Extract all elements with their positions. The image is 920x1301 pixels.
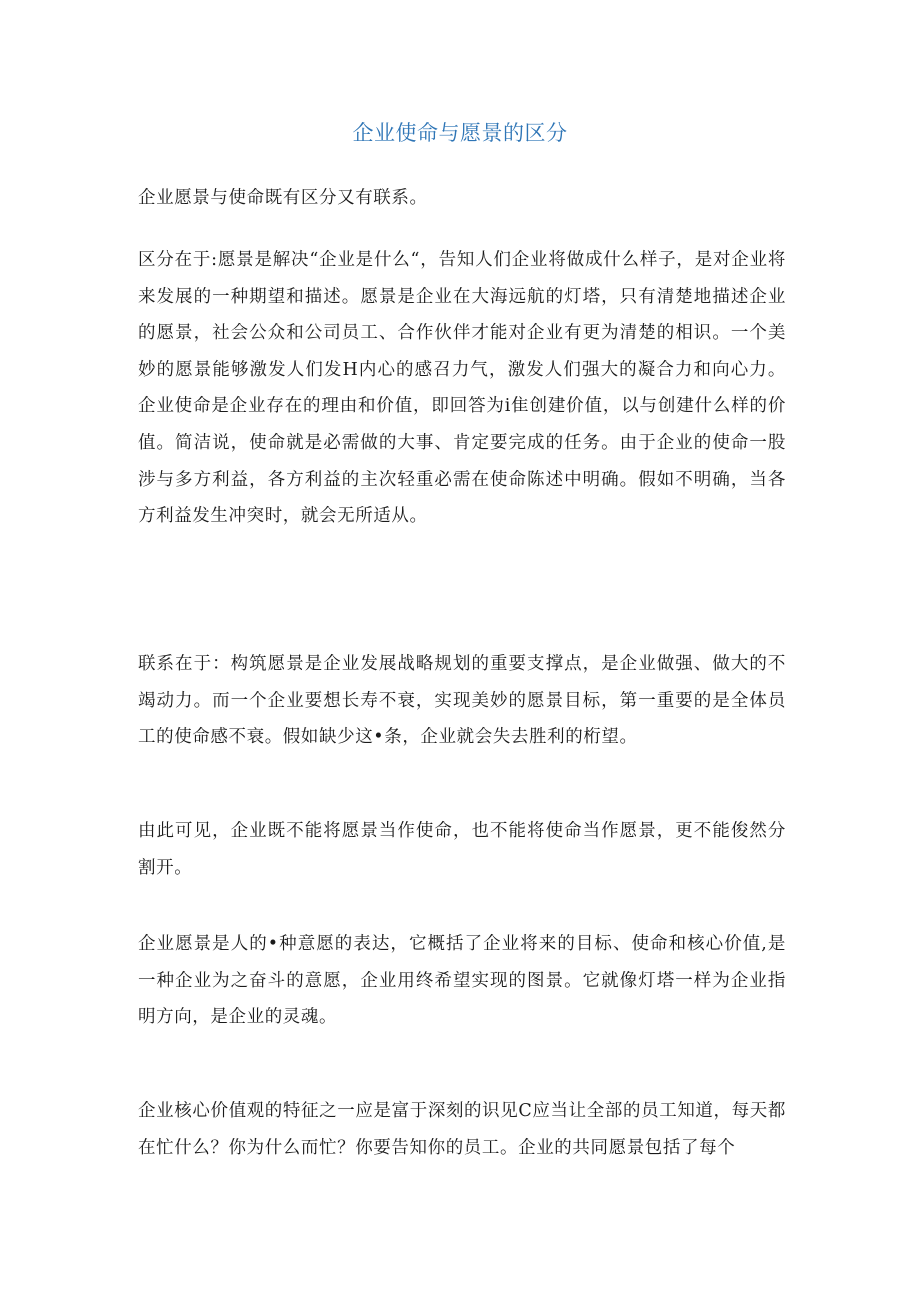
paragraph-conclusion: 由此可见，企业既不能将愿景当作使命，也不能将使命当作愿景，更不能俊然分割开。 — [138, 821, 786, 878]
paragraph-connections: 联系在于：构筑愿景是企业发展战略规划的重要支撑点，是企业做强、做大的不竭动力。而一个企业要想长寿不衰，实现美妙的愿景目标，第一重要的是全体员工的使命感不衰。假如缺少这•条，企业就会失去胜利的桁望。 — [138, 654, 786, 748]
document-title: 企业使命与愿景的区分 — [352, 121, 568, 145]
paragraph-core-values: 企业核心价值观的特征之一应是富于深刻的识见C应当让全部的员工知道，每天都在忙什么？你为什么而忙？你要告知你的员工。企业的共同愿景包括了每个 — [138, 1101, 786, 1158]
paragraph-intro: 企业愿景与使命既有区分又有联系。 — [138, 188, 428, 208]
paragraph-differences: 区分在于:愿景是解决“企业是什么“，告知人们企业将做成什么样子，是对企业将来发展的一种期望和描述。愿景是企业在大海远航的灯塔，只有清楚地描述企业的愿景，社会公众和公司员工、合作伙伴才能对企业有更为清楚的相识。一个美妙的愿景能够激发人们发H内心的感召力气，激发人们强大的凝合力和向心力。企业使命是企业存在的理由和价值，即回答为i隹创建价值，以与创建什么样的价值。简洁说，使命就是必需做的大事、肯定要完成的任务。由于企业的使命一股涉与多方利益，各方利益的主次轻重必需在使命陈述中明确。假如不明确，当各方利益发生冲突时，就会无所适从。 — [138, 250, 786, 527]
paragraph-vision-definition: 企业愿景是人的•种意愿的表达，它概括了企业将来的目标、使命和核心价值,是一种企业为之奋斗的意愿，企业用终希望实现的图景。它就像灯塔一样为企业指明方向，是企业的灵魂。 — [138, 934, 786, 1028]
